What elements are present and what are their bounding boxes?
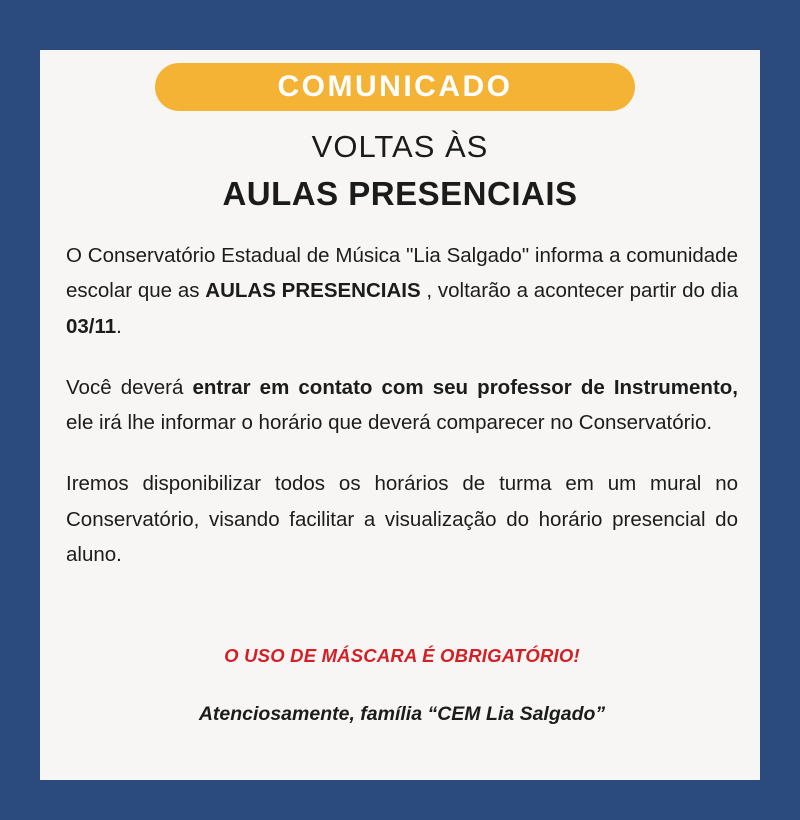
banner-container xyxy=(155,63,635,111)
paragraph-1 xyxy=(66,238,738,344)
paragraph-2 xyxy=(66,370,738,441)
emphasis-text: entrar em contato com seu professor de Instrumento, xyxy=(192,375,738,399)
body-run: . xyxy=(116,314,122,338)
body-text xyxy=(66,238,738,572)
emphasis-text: 03/11 xyxy=(66,314,117,338)
title-line-1: VOLTAS ÀS xyxy=(311,129,489,164)
mask-required-notice: O USO DE MÁSCARA É OBRIGATÓRIO! xyxy=(224,645,580,666)
comunicado-banner xyxy=(155,63,635,111)
emphasis-text: AULAS PRESENCIAIS xyxy=(205,279,421,303)
paragraph-3 xyxy=(66,466,738,572)
body-run: O Conservatório Estadual de Música "Lia Salgado" informa a comunidade escolar que as xyxy=(66,244,738,303)
body-run: ele irá lhe informar o horário que deverá comparecer no Conservatório. xyxy=(66,411,713,434)
body-run: Você deverá xyxy=(66,375,193,399)
banner-label: COMUNICADO xyxy=(277,70,513,103)
body-run: Iremos disponibilizar todos os horários de turma em um mural no Conservatório, visando facilitar a visualização do horário presencial do aluno. xyxy=(66,472,738,566)
signoff-text: Atenciosamente, família “CEM Lia Salgado” xyxy=(198,703,606,725)
page-title xyxy=(68,128,732,214)
body-run: , voltarão a acontecer partir do dia xyxy=(420,279,739,303)
title-line-2: AULAS PRESENCIAIS xyxy=(222,175,578,213)
